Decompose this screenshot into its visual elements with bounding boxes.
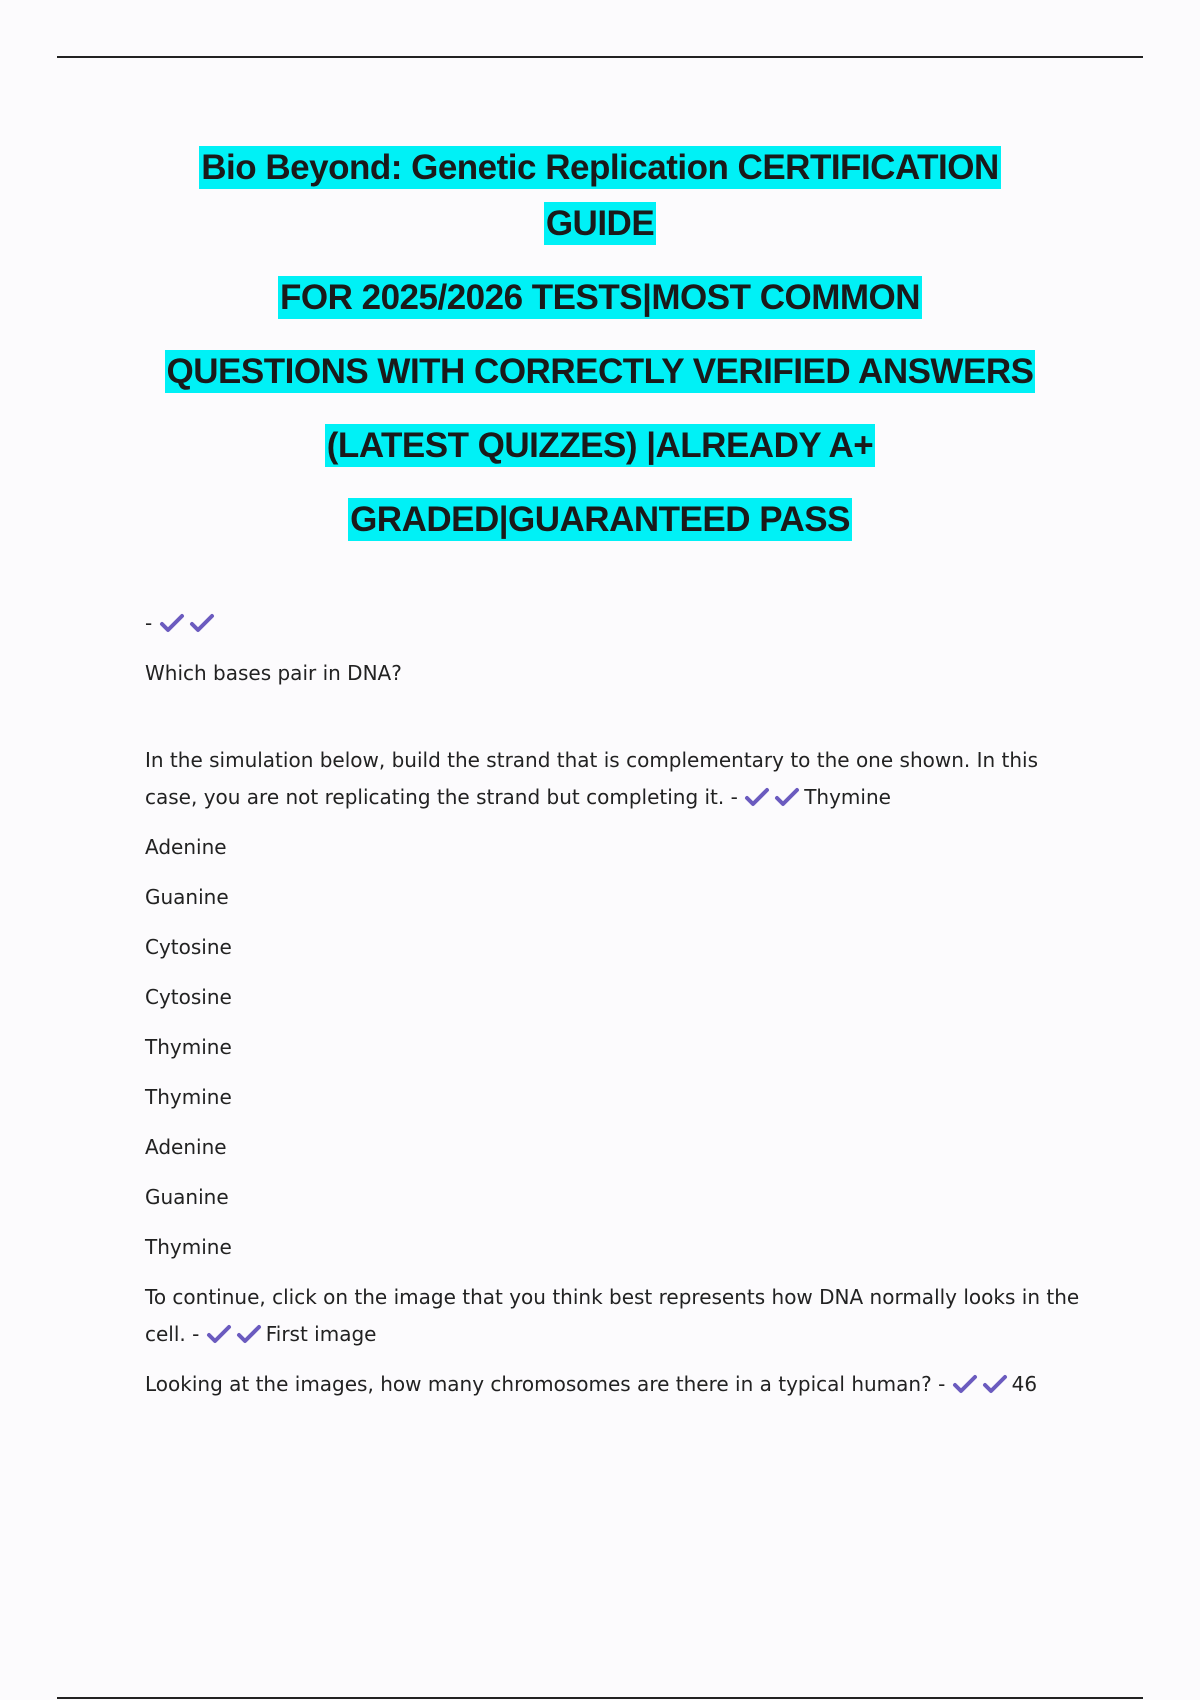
question-bases-pair: Which bases pair in DNA?: [145, 661, 402, 685]
check-icon: [206, 1324, 232, 1344]
check-icon: [159, 613, 185, 633]
check-icon: [982, 1374, 1008, 1394]
title-line-6: GRADED|GUARANTEED PASS: [350, 500, 850, 539]
title-line-4: QUESTIONS WITH CORRECTLY VERIFIED ANSWERS: [166, 352, 1034, 391]
check-icon: [774, 787, 800, 807]
title-line-2: GUIDE: [545, 204, 655, 243]
check-icon: [236, 1324, 262, 1344]
question-chromosomes: Looking at the images, how many chromosomes are there in a typical human? - 46: [145, 1372, 1038, 1396]
answer-item: Thymine: [145, 1085, 232, 1109]
qa-content: [145, 605, 1085, 1416]
answer-item: Guanine: [145, 1185, 229, 1209]
answer-first: Thymine: [804, 785, 891, 809]
answer-item: Guanine: [145, 885, 229, 909]
top-rule: [57, 56, 1143, 58]
answer-item: Adenine: [145, 835, 227, 859]
check-icon: [744, 787, 770, 807]
answer-item: Adenine: [145, 1135, 227, 1159]
title-line-5: (LATEST QUIZZES) |ALREADY A+: [326, 426, 874, 465]
answer-item: Cytosine: [145, 935, 232, 959]
answer-46: 46: [1011, 1372, 1038, 1396]
title-line-1: Bio Beyond: Genetic Replication CERTIFICATION: [201, 148, 999, 187]
question-simulation: In the simulation below, build the strand that is complementary to the one shown. In this case, you are not replicating the strand but completing it. - Thymine: [145, 748, 1039, 809]
question-dna-image: To continue, click on the image that you think best represents how DNA normally looks in the cell. - First image: [145, 1285, 1080, 1346]
title-line-3: FOR 2025/2026 TESTS|MOST COMMON: [280, 278, 920, 317]
answer-first-image: First image: [265, 1322, 377, 1346]
answer-item: Cytosine: [145, 985, 232, 1009]
intro-line: -: [145, 605, 1085, 642]
answer-item: Thymine: [145, 1235, 232, 1259]
document-title: [130, 140, 1070, 548]
check-icon: [189, 613, 215, 633]
answer-item: Thymine: [145, 1035, 232, 1059]
check-icon: [952, 1374, 978, 1394]
bottom-rule: [57, 1697, 1143, 1699]
